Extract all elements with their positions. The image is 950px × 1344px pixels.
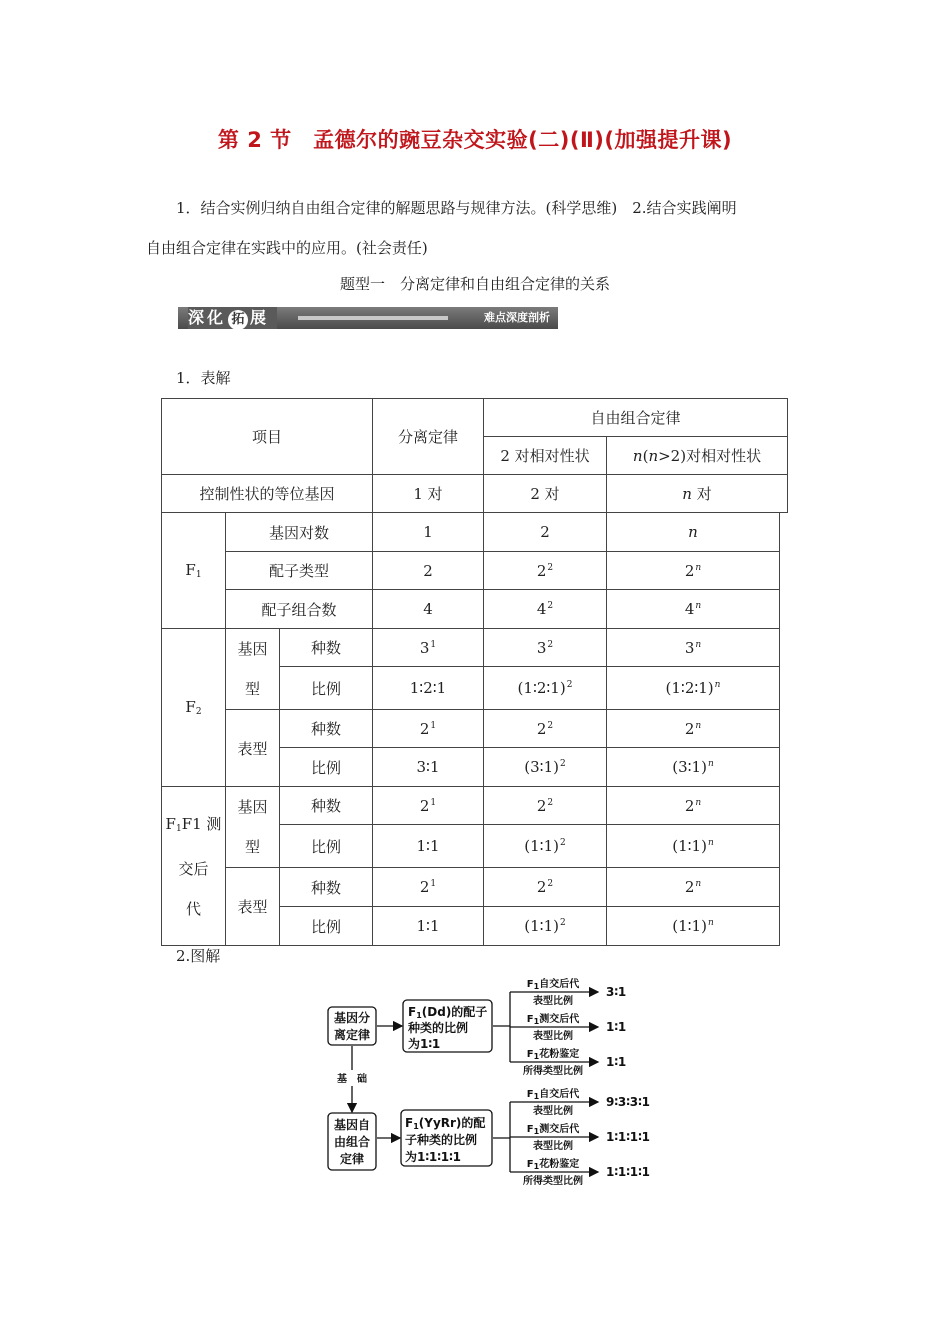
ind-gamete-line1: F1(YyRr)的配	[405, 1116, 486, 1131]
row-gamete-combos: 配子组合数	[226, 590, 373, 629]
row-kinds: 种数	[280, 629, 373, 667]
group-phenotype: 表型	[226, 710, 280, 787]
row-ratio: 比例	[280, 825, 373, 868]
ind-gamete-line2: 子种类的比例	[405, 1133, 478, 1147]
header-item: 项目	[162, 399, 373, 475]
row-ratio: 比例	[280, 748, 373, 787]
b3-top: $F_1$花粉鉴定	[526, 1049, 580, 1061]
seg-gamete-line2: 种类的比例	[408, 1021, 469, 1035]
cell: $2^2$	[484, 868, 607, 907]
ind-result-3: 1∶1∶1∶1	[606, 1165, 650, 1179]
cell: (1∶1)$^2$	[484, 825, 607, 868]
cell: 2$^n$	[607, 868, 780, 907]
cell: $3^2$	[484, 629, 607, 667]
seg-box-line1: 基因分	[333, 1011, 371, 1025]
banner-tag: 难点深度剖析	[484, 311, 550, 324]
cell: 4	[373, 590, 484, 629]
cell: (3∶1)$^2$	[484, 748, 607, 787]
cell: 2	[373, 552, 484, 590]
group-genotype: 基因 型	[226, 787, 280, 868]
subsection-table-label: 1．表解	[176, 369, 231, 387]
cell: 3$^n$	[607, 629, 780, 667]
ind-box-line1: 基因自	[333, 1118, 371, 1132]
b2-bot: 表型比例	[533, 1031, 573, 1042]
ind-result-2: 1∶1∶1∶1	[606, 1130, 650, 1144]
seg-box-line2: 离定律	[333, 1028, 371, 1042]
cell: 1∶1	[373, 907, 484, 946]
row-kinds: 种数	[280, 787, 373, 825]
b3-top-2: $F_1$花粉鉴定	[526, 1159, 580, 1171]
row-kinds: 种数	[280, 710, 373, 748]
cell: (1∶2∶1)$^n$	[607, 667, 780, 710]
ind-result-1: 9∶3∶3∶1	[606, 1095, 650, 1109]
seg-result-1: 3∶1	[606, 985, 627, 999]
seg-result-3: 1∶1	[606, 1055, 627, 1069]
cell: $2^2$	[484, 710, 607, 748]
row-kinds: 种数	[280, 868, 373, 907]
cell: (1∶1)$^2$	[484, 907, 607, 946]
group-f1-testcross: $F_1F1$ 测 交后 代	[162, 787, 226, 946]
cell: n 对	[607, 475, 788, 513]
b2-top-2: $F_1$测交后代	[526, 1124, 580, 1136]
row-gamete-types: 配子类型	[226, 552, 373, 590]
row-gene-pairs: 基因对数	[226, 513, 373, 552]
seg-result-2: 1∶1	[606, 1020, 627, 1034]
cell: 1∶2∶1	[373, 667, 484, 710]
objective-line-2: 自由组合定律在实践中的应用。(社会责任)	[146, 239, 428, 257]
banner-circle-icon: 拓	[228, 310, 248, 330]
row-ratio: 比例	[280, 667, 373, 710]
ind-box-line2: 由组合	[333, 1135, 371, 1149]
group-f1: $F_1$	[162, 513, 226, 629]
cell: (1∶2∶1)$^2$	[484, 667, 607, 710]
cell: 1∶1	[373, 825, 484, 868]
cell: $2^1$	[373, 710, 484, 748]
group-genotype: 基因 型	[226, 629, 280, 710]
cell: (1∶1)$^n$	[607, 907, 780, 946]
b2-top: $F_1$测交后代	[526, 1014, 580, 1026]
group-f2: $F_2$	[162, 629, 226, 787]
cell: 1	[373, 513, 484, 552]
b1-bot-2: 表型比例	[533, 1106, 573, 1117]
header-independent: 自由组合定律	[484, 399, 788, 437]
banner-label-b: 展	[250, 308, 270, 327]
banner-label-a: 深化	[188, 308, 227, 327]
cell: 2	[484, 513, 607, 552]
header-segregation: 分离定律	[373, 399, 484, 475]
b1-top: $F_1$自交后代	[526, 979, 580, 991]
cell: $2^2$	[484, 552, 607, 590]
seg-gamete-line1: F1(Dd)的配子	[408, 1005, 488, 1020]
basis-label: 基 础	[337, 1074, 367, 1085]
cell: 2 对	[484, 475, 607, 513]
b2-bot-2: 表型比例	[533, 1141, 573, 1152]
seg-gamete-line3: 为1∶1	[408, 1037, 441, 1051]
b1-bot: 表型比例	[533, 996, 573, 1007]
cell: $2^1$	[373, 868, 484, 907]
page-title: 第 2 节 孟德尔的豌豆杂交实验(二)(Ⅱ)(加强提升课)	[217, 128, 733, 152]
cell: 3∶1	[373, 748, 484, 787]
section-heading: 题型一 分离定律和自由组合定律的关系	[339, 275, 610, 293]
cell: (3∶1)$^n$	[607, 748, 780, 787]
cell: $4^2$	[484, 590, 607, 629]
b3-bot-2: 所得类型比例	[523, 1176, 583, 1187]
cell: 4$^n$	[607, 590, 780, 629]
cell: 1 对	[373, 475, 484, 513]
cell: (1∶1)$^n$	[607, 825, 780, 868]
ind-gamete-line3: 为1∶1∶1∶1	[405, 1150, 461, 1164]
b1-top-2: $F_1$自交后代	[526, 1089, 580, 1101]
cell: n	[607, 513, 780, 552]
row-control-label: 控制性状的等位基因	[162, 475, 373, 513]
row-ratio: 比例	[280, 907, 373, 946]
cell: 2$^n$	[607, 710, 780, 748]
cell: $2^1$	[373, 787, 484, 825]
group-phenotype: 表型	[226, 868, 280, 946]
cell: 2$^n$	[607, 787, 780, 825]
subsection-diagram-label: 2.图解	[176, 947, 221, 965]
cell: $2^2$	[484, 787, 607, 825]
ind-box-line3: 定律	[339, 1152, 365, 1166]
header-two-traits: 2 对相对性状	[484, 437, 607, 475]
b3-bot: 所得类型比例	[523, 1066, 583, 1077]
objective-line-1: 1．结合实例归纳自由组合定律的解题思路与规律方法。(科学思维) 2.结合实践阐明	[176, 199, 737, 217]
header-n-traits: n(n>2)对相对性状	[607, 437, 788, 475]
cell: 2$^n$	[607, 552, 780, 590]
cell: $3^1$	[373, 629, 484, 667]
